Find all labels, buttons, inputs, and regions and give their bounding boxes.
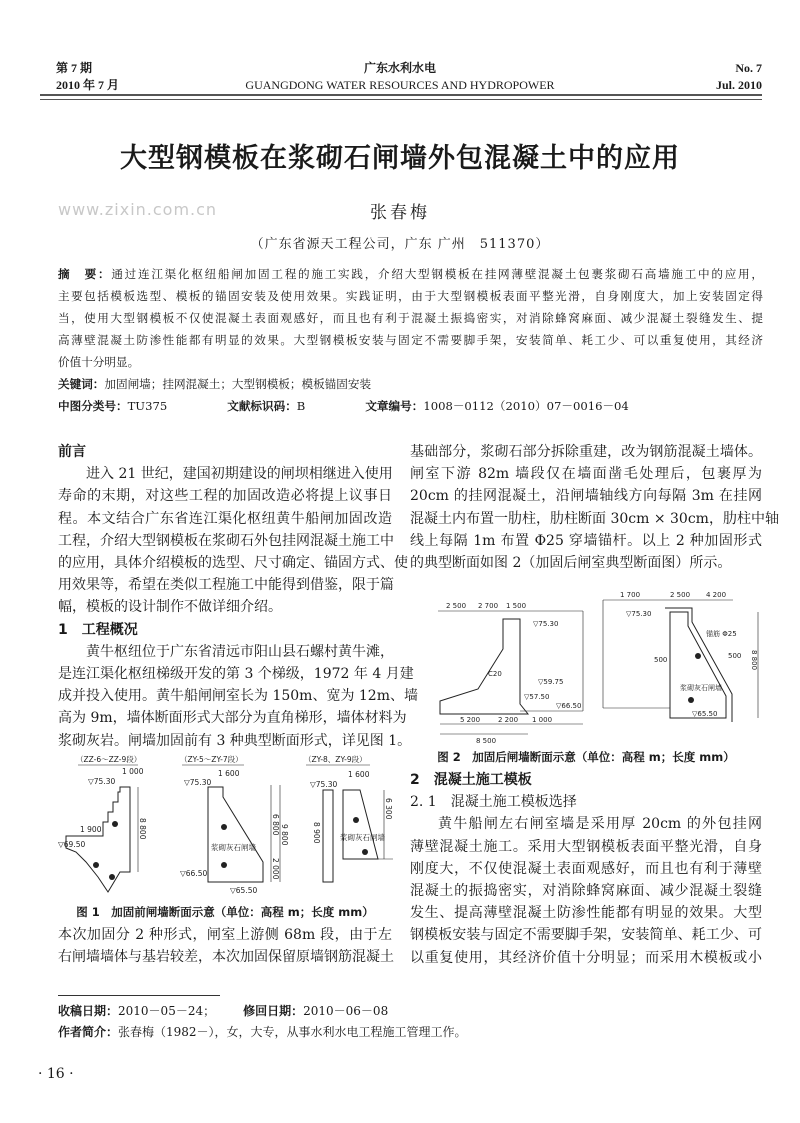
page-number: · 16 · <box>38 1066 74 1082</box>
date-en: Jul. 2010 <box>715 78 762 92</box>
classification: 中图分类号：TU375 文献标识码：B 文章编号：1008－0112（2010）07－0016－04 <box>58 399 629 413</box>
left-column-continued <box>58 924 392 968</box>
svg-text:▽66.50: ▽66.50 <box>556 702 582 710</box>
svg-text:▽69.50: ▽69.50 <box>58 840 86 849</box>
text-line: 浆砌灰岩。闸墙加固前有 3 种典型断面形式，详见图 1。 <box>58 732 412 749</box>
svg-text:500: 500 <box>654 656 668 664</box>
text-line: 线上每隔 1m 布置 Φ25 穿墙锚杆。以上 2 种加固形式 <box>410 532 762 549</box>
svg-text:▽59.75: ▽59.75 <box>538 678 564 686</box>
text-line: 发生、提高薄壁混凝土防渗性能都有明显的效果。大型 <box>410 905 762 922</box>
text-line: 闸室下游 82m 墙段仅在墙面凿毛处理后，包裹厚为 <box>410 466 762 483</box>
text-line: 基础部分，浆砌石部分拆除重建，改为钢筋混凝土墙体。 <box>410 444 762 460</box>
text-line: 程。本文结合广东省连江渠化枢纽黄牛船闸加固改造 <box>58 510 392 527</box>
figure1-caption: 图 1 加固前闸墙断面示意（单位：高程 m；长度 mm） <box>76 905 374 919</box>
issue-cn: 第 7 期 <box>56 61 93 75</box>
svg-text:2 000: 2 000 <box>271 858 280 880</box>
left-column <box>58 441 418 752</box>
text-line: 混凝土内布置一肋柱，肋柱断面 30cm × 30cm，肋柱中轴 <box>410 510 779 527</box>
svg-text:8 500: 8 500 <box>476 737 497 745</box>
svg-text:1 600: 1 600 <box>348 770 370 779</box>
affiliation: （广东省源天工程公司，广东 广州 511370） <box>250 237 550 252</box>
svg-text:▽66.50: ▽66.50 <box>180 869 208 878</box>
svg-text:9 800: 9 800 <box>280 824 289 846</box>
svg-text:▽75.30: ▽75.30 <box>184 778 212 787</box>
abstract-label: 摘 要： <box>58 267 112 281</box>
text-line: 成并投入使用。黄牛船闸闸室长为 150m、宽为 12m、墙 <box>58 688 418 705</box>
issue-en: No. 7 <box>735 61 762 75</box>
text-line: 薄壁混凝土施工。采用大型钢模板表面平整光滑，自身 <box>410 838 762 855</box>
svg-text:1 600: 1 600 <box>218 769 240 778</box>
text-line: 高为 9m，墙体断面形式大部分为直角梯形，墙体材料为 <box>58 710 407 727</box>
figure2-section-b <box>603 591 758 722</box>
footnote-dates: 收稿日期：2010－05－24； 修回日期：2010－06－08 <box>58 1004 389 1018</box>
text-line: 工程，介绍大型钢模板在浆砌石外包挂网混凝土施工中 <box>58 532 394 549</box>
svg-text:▽75.30: ▽75.30 <box>310 780 338 789</box>
text-line: 是连江渠化枢纽梯级开发的第 3 个梯级，1972 年 4 月建 <box>58 666 414 683</box>
figure2-section-a <box>438 602 583 745</box>
text-line: 寿命的末期，对这些工程的加固改造必将提上议事日 <box>58 488 392 505</box>
figure2-caption: 图 2 加固后闸墙断面示意（单位：高程 m；长度 mm） <box>437 750 735 764</box>
text-line: 用效果等，希望在类似工程施工中能得到借鉴，限于篇 <box>58 577 394 594</box>
svg-text:C20: C20 <box>488 670 502 678</box>
figure-1 <box>58 752 398 902</box>
figure-2 <box>408 586 768 746</box>
svg-text:4 200: 4 200 <box>706 591 727 599</box>
abstract-line: 主要包括模板选型、模板的锚固安装及使用效果。实践证明，由于大型钢模板表面平整光滑，自身刚度大，加上安装固定得 <box>58 289 763 303</box>
article-title: 大型钢模板在浆砌石闸墙外包混凝土中的应用 <box>120 143 680 174</box>
figure1-section-c <box>304 754 393 882</box>
watermark: www.zixin.com.cn <box>58 200 218 219</box>
text-line: 黄牛枢纽位于广东省清远市阳山县石螺村黄牛滩， <box>86 643 394 660</box>
svg-text:1 500: 1 500 <box>506 602 527 610</box>
figure1-section-label: （ZY-8、ZY-9段） <box>304 755 367 764</box>
journal-name-cn: 广东水利水电 <box>363 61 436 75</box>
header-rule <box>40 94 762 100</box>
figure1-section-label: （ZZ-6～ZZ-9段） <box>76 755 142 764</box>
text-line: 幅，模板的设计制作不做详细介绍。 <box>58 599 282 616</box>
section21-heading: 2. 1 混凝土施工模板选择 <box>410 794 577 811</box>
abstract-line: 通过连江渠化枢纽船闸加固工程的施工实践，介绍大型钢模板在挂网薄壁混凝土包裹浆砌石高墙施工中的应用， <box>111 267 763 281</box>
figure1-section-a <box>58 754 147 892</box>
author: 张春梅 <box>370 203 430 223</box>
svg-text:▽65.50: ▽65.50 <box>692 710 718 718</box>
text-line: 刚度大，不仅使混凝土表面观感好，而且也有利于薄壁 <box>410 860 762 877</box>
svg-text:▽75.30: ▽75.30 <box>533 620 559 628</box>
svg-text:6 300: 6 300 <box>384 798 393 820</box>
svg-text:1 000: 1 000 <box>122 767 144 776</box>
text-line: 以重复使用，其经济价值十分明显；而采用木模板或小 <box>410 949 762 966</box>
svg-text:锚筋 Φ25: 锚筋 Φ25 <box>706 630 737 638</box>
svg-text:2 700: 2 700 <box>478 602 499 610</box>
text-line: 钢模板安装与固定不需要脚手架，安装简单、耗工少、可 <box>410 927 762 944</box>
svg-text:▽57.50: ▽57.50 <box>524 693 550 701</box>
intro-heading: 前言 <box>58 444 86 460</box>
svg-text:浆砌灰石闸墙: 浆砌灰石闸墙 <box>211 843 256 852</box>
svg-text:1 000: 1 000 <box>532 716 553 724</box>
svg-text:5 200: 5 200 <box>460 716 481 724</box>
text-line: 混凝土的振捣密实，对消除蜂窝麻面、减少混凝土裂缝 <box>410 883 762 900</box>
text-line: 的典型断面如图 2（加固后闸室典型断面图）所示。 <box>410 555 732 572</box>
text-line: 本次加固分 2 种形式，闸室上游侧 68m 段，由于左 <box>58 927 392 943</box>
text-line: 右闸墙墙体与基岩较差，本次加固保留原墙钢筋混凝土 <box>58 949 394 966</box>
svg-text:500: 500 <box>728 652 742 660</box>
text-line: 的应用，具体介绍模板的选型、尺寸确定、锚固方式、使 <box>58 555 408 572</box>
abstract-line: 价值十分明显。 <box>58 355 140 369</box>
svg-text:▽65.50: ▽65.50 <box>230 886 258 895</box>
text-line: 进入 21 世纪，建国初期建设的闸坝相继进入使用 <box>86 466 393 483</box>
svg-text:2 500: 2 500 <box>670 591 691 599</box>
svg-text:1 700: 1 700 <box>620 591 641 599</box>
svg-text:6 800: 6 800 <box>271 814 280 836</box>
right-column-top <box>410 441 779 574</box>
svg-text:1 900: 1 900 <box>80 825 102 834</box>
svg-text:8 800: 8 800 <box>750 650 758 671</box>
abstract-line: 当，使用大型钢模板不仅使混凝土表面观感好，而且也有利于混凝土振捣密实，对消除蜂窝麻面、减少混凝土裂缝发生、提 <box>58 311 763 325</box>
date-cn: 2010 年 7 月 <box>56 78 120 92</box>
right-column-bottom <box>410 769 762 969</box>
svg-text:浆砌灰石闸墙: 浆砌灰石闸墙 <box>680 684 722 692</box>
section1-heading: 1 工程概况 <box>58 621 138 638</box>
section2-heading: 2 混凝土施工模板 <box>410 772 532 788</box>
figure1-section-label: （ZY-5～ZY-7段） <box>180 755 243 764</box>
svg-text:2 200: 2 200 <box>498 716 519 724</box>
keywords: 关键词：加固闸墙；挂网混凝土；大型钢模板；模板锚固安装 <box>58 377 372 391</box>
svg-text:▽75.30: ▽75.30 <box>88 777 116 786</box>
svg-text:浆砌灰石闸墙: 浆砌灰石闸墙 <box>340 833 385 842</box>
journal-name-en: GUANGDONG WATER RESOURCES AND HYDROPOWER <box>245 78 555 92</box>
footnote-rule <box>58 995 220 996</box>
abstract <box>58 263 763 417</box>
abstract-line: 高薄壁混凝土防渗性能都有明显的效果。大型钢模板安装与固定不需要脚手架，安装简单、耗工少、可以重复使用，其经济 <box>58 333 763 347</box>
text-line: 20cm 的挂网混凝土，沿闸墙轴线方向每隔 3m 在挂网 <box>410 488 762 505</box>
svg-text:8 900: 8 900 <box>312 822 321 844</box>
footnote-author: 作者简介：张春梅（1982－），女，大专，从事水利水电工程施工管理工作。 <box>58 1025 467 1039</box>
svg-text:8 800: 8 800 <box>138 818 147 840</box>
figure1-section-b <box>180 754 289 895</box>
text-line: 黄牛船闸左右闸室墙是采用厚 20cm 的外包挂网 <box>438 816 762 833</box>
svg-text:▽75.30: ▽75.30 <box>626 610 652 618</box>
svg-text:2 500: 2 500 <box>446 602 467 610</box>
